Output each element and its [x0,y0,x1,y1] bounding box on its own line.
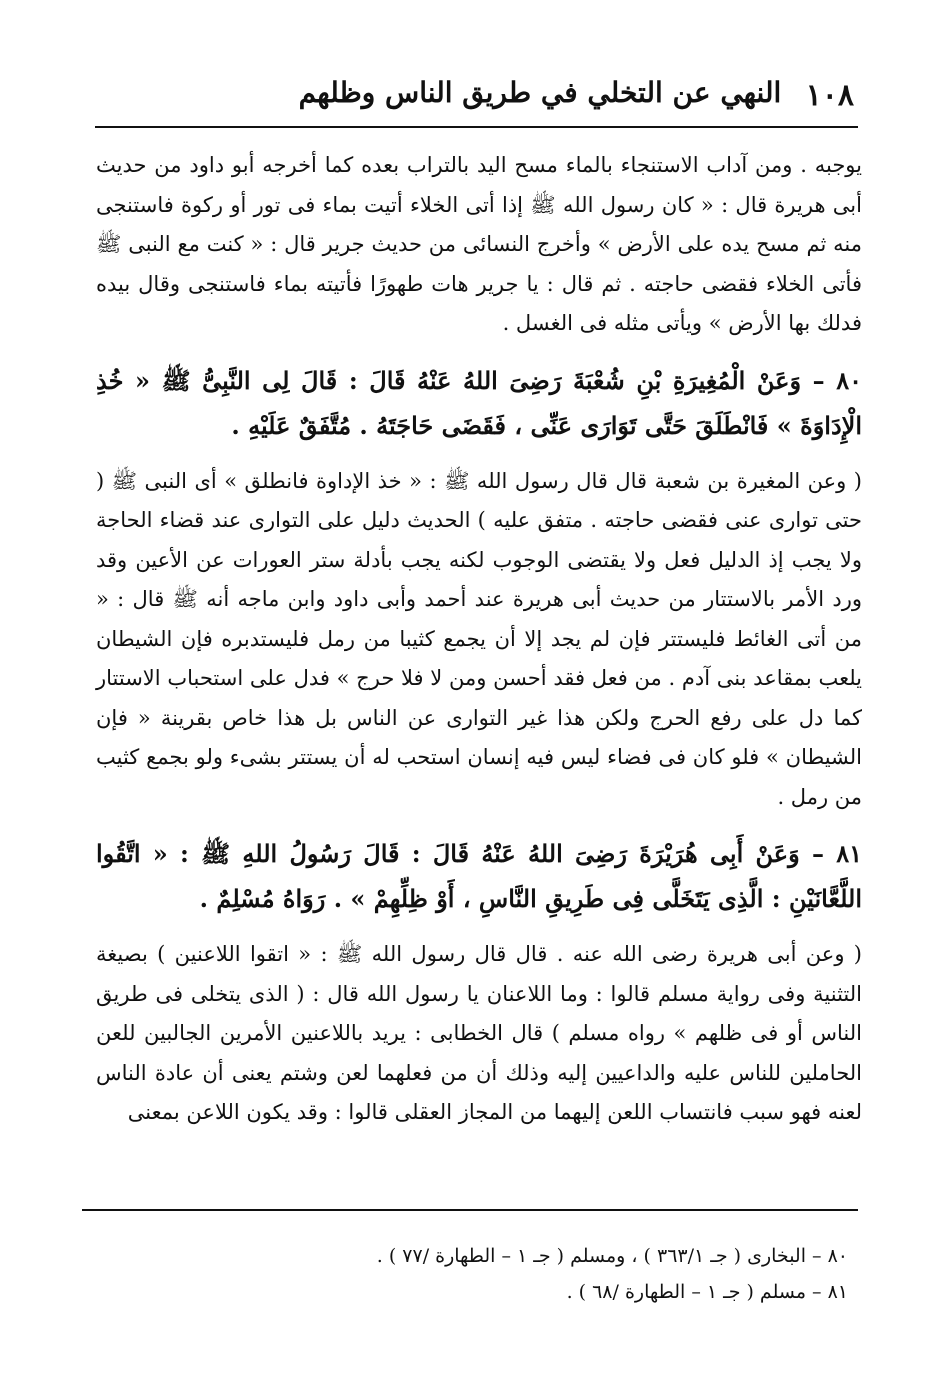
footnotes [96,1238,848,1310]
page-header [100,72,860,122]
page-body [96,146,862,1133]
running-title: النهي عن التخلي في طريق الناس وظلهم [298,76,782,109]
commentary-paragraph: ( وعن المغيرة بن شعبة قال قال رسول الله ﷺ : « خذ الإداوة فانطلق » أى النبى ﷺ ( حتى توارى عنى فقضى حاجته . متفق عليه ) الحديث دليل على التوارى عند قضاء الحاجة ولا يجب إذ الدليل فعل ولا يقتضى الوجوب لكنه يجب بأدلة ستر العورات عن الأعين وقد ورد الأمر بالاستتار من حديث أبى هريرة عند أحمد وأبى داود وابن ماجه أنه ﷺ قال : « من أتى الغائط فليستتر فإن لم يجد إلا أن يجمع كثيبا من رمل فليستدبره فإن الشيطان يلعب بمقاعد بنى آدم . من فعل فقد أحسن ومن لا فلا حرج » فدل على استحباب الاستتار كما دل على رفع الحرج ولكن هذا غير التوارى عن الناس بل هذا خاص بقرينة « فإن الشيطان » فلو كان فى فضاء ليس فيه إنسان استحب له أن يستتر بشىء ولو بجمع كثيب من رمل . [96,468,862,809]
header-divider [95,126,858,128]
footnote-item: ٨٠ – البخارى ( جـ ٣٦٣/١ ) ، ومسلم ( جـ ١ – الطهارة /٧٧ ) . [376,1245,848,1267]
commentary-paragraph: يوجبه . ومن آداب الاستنجاء بالماء مسح اليد بالتراب بعده كما أخرجه أبو داود من حديث أبى هريرة قال : « كان رسول الله ﷺ إذا أتى الخلاء أتيت بماء فى تور أو ركوة فاستنجى منه ثم مسح يده على الأرض » وأخرج النسائى من حديث جرير قال : « كنت مع النبى ﷺ فأتى الخلاء فقضى حاجته . ثم قال : يا جرير هات طهورًا فأتيته بماء فاستنجى وقال بيده فدلك بها الأرض » ويأتى مثله فى الغسل . [96,153,862,335]
footnote-divider [82,1209,858,1211]
footnote-item: ٨١ – مسلم ( جـ ١ – الطهارة /٦٨ ) . [566,1281,848,1303]
page-number: ١٠٨ [805,78,854,113]
commentary-paragraph: ( وعن أبى هريرة رضى الله عنه . قال قال رسول الله ﷺ : « اتقوا اللاعنين ) بصيغة التثنية وفى رواية مسلم قالوا : وما اللاعنان يا رسول الله قال : ( الذى يتخلى فى طريق الناس أو فى ظلهم » رواه مسلم ) قال الخطابى : يريد باللاعنين الأمرين الجالبين للعن الحاملين للناس عليه والداعيين إليه وذلك أن من فعلهما لعن وشتم يعنى أن عادة الناس لعنه فهو سبب فانتساب اللعن إليهما من المجاز العقلى قالوا : وقد يكون اللاعن بمعنى [96,942,862,1124]
hadith-80: ٨٠ – وَعَنْ الْمُغِيرَةِ بْنِ شُعْبَةَ رَضِىَ اللهُ عَنْهُ قَالَ : قَالَ لِى النَّبِىُّ ﷺ « خُذِ الْإِدَاوَةَ » فَانْطَلَقَ حَتَّى تَوَارَى عَنِّى ، فَقَضَى حَاجَتَهُ . مُتَّفَقٌ عَلَيْهِ . [96,365,862,440]
hadith-81: ٨١ – وَعَنْ أَبِى هُرَيْرَةَ رَضِىَ اللهُ عَنْهُ قَالَ : قَالَ رَسُولُ اللهِ ﷺ : « اتَّقُوا اللَّعَّانَيْنِ : الَّذِى يَتَخَلَّى فِى طَرِيقِ النَّاسِ ، أَوْ ظِلِّهِمْ » . رَوَاهُ مُسْلِمٌ . [96,839,862,913]
